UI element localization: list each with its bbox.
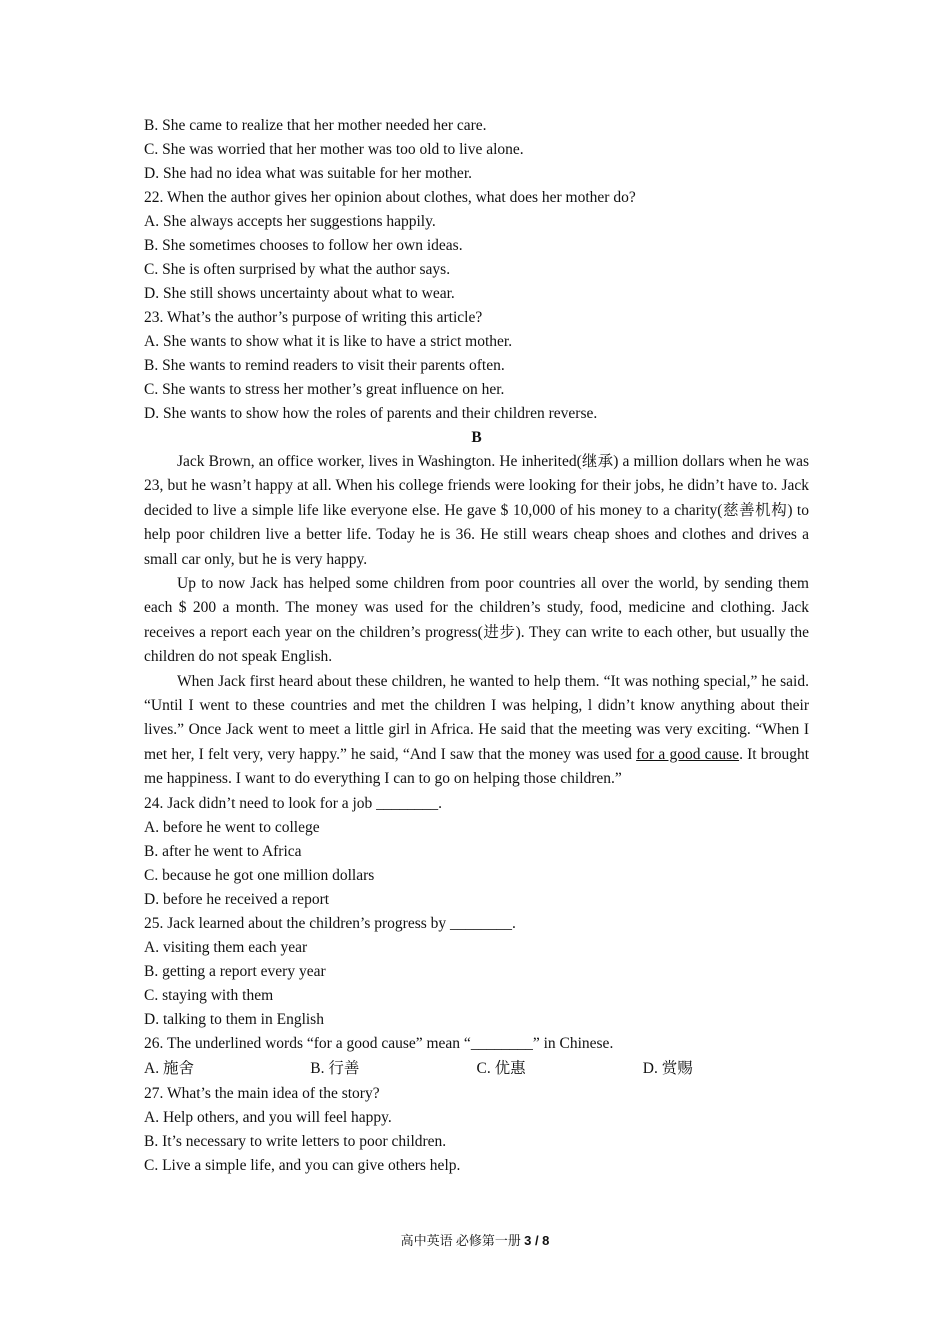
option-line: A. She always accepts her suggestions happily.: [144, 213, 436, 230]
option-c: C. 优惠: [476, 1059, 526, 1077]
option-c: C. because he got one million dollars: [144, 866, 375, 884]
option-line: D. She had no idea what was suitable for her mother.: [144, 165, 472, 182]
option-b: B. It’s necessary to write letters to poor children.: [144, 1132, 447, 1150]
underlined-phrase: for a good cause: [636, 745, 740, 763]
option-line: C. She wants to stress her mother’s great influence on her.: [144, 381, 505, 398]
paragraph-text: When Jack first heard about these children, he wanted to help them. “It was nothing special,” he said. “Until I went to these countries and met the children I was helping, l didn’t know anything about their lives.” Once Jack went to meet a little girl in Africa. He said that the meeting was very exciting. “When I met her, I felt very, very happy.” he said, “And I saw that the money was used: [144, 672, 809, 763]
option-c: C. Live a simple life, and you can give others help.: [144, 1156, 461, 1174]
option-line: C. She was worried that her mother was too old to live alone.: [144, 141, 524, 158]
option-b: B. 行善: [310, 1059, 360, 1077]
page-footer: [0, 1230, 950, 1249]
option-a: A. Help others, and you will feel happy.: [144, 1108, 392, 1126]
passage-paragraph-1: Jack Brown, an office worker, lives in Washington. He inherited(继承) a million dollars when he was 23, but he wasn’t happy at all. When his college friends were looking for their jobs, he didn’t have to. Jack decided to live a simple life like everyone else. He gave $ 10,000 of his money to a charity(慈善机构) to help poor children live a better life. Today he is 36. He still wears cheap shoes and clothes and drives a small car only, but he is very happy.: [144, 453, 809, 568]
option-b: B. after he went to Africa: [144, 842, 302, 860]
question-stem-23: 23. What’s the author’s purpose of writing this article?: [144, 309, 483, 326]
option-a: A. before he went to college: [144, 818, 320, 836]
option-line: D. She wants to show how the roles of parents and their children reverse.: [144, 405, 598, 422]
question-27: [144, 1082, 809, 1178]
option-line: A. She wants to show what it is like to have a strict mother.: [144, 333, 513, 350]
question-26: [144, 1032, 809, 1082]
option-d: D. talking to them in English: [144, 1010, 324, 1028]
option-a: A. visiting them each year: [144, 938, 308, 956]
paragraph-text: . It brought me happiness. I want to do everything I can to go on helping those children.”: [144, 745, 810, 788]
option-line: D. She still shows uncertainty about what to wear.: [144, 285, 455, 302]
footer-course: 高中英语 必修第一册: [400, 1233, 525, 1248]
previous-questions: [144, 114, 809, 426]
question-stem: 24. Jack didn’t need to look for a job ________.: [144, 794, 443, 812]
question-stem: 25. Jack learned about the children’s progress by ________.: [144, 914, 516, 932]
section-heading: B: [471, 429, 482, 446]
question-25: [144, 912, 809, 1032]
passage-paragraph-3: [144, 670, 809, 792]
passage-paragraph-2: Up to now Jack has helped some children from poor countries all over the world, by sending them each $ 200 a month. The money was used for the children’s study, food, medicine and clothing. Jack receives a report each year on the children’s progress(进步). They can write to each other, but usually the children do not speak English.: [144, 575, 809, 666]
option-line: C. She is often surprised by what the author says.: [144, 261, 451, 278]
option-d: D. before he received a report: [144, 890, 330, 908]
option-a: A. 施舍: [144, 1059, 194, 1077]
option-c: C. staying with them: [144, 986, 274, 1004]
question-stem: 27. What’s the main idea of the story?: [144, 1084, 380, 1102]
document-page: [144, 114, 809, 1178]
option-line: B. She sometimes chooses to follow her own ideas.: [144, 237, 463, 254]
option-line: B. She wants to remind readers to visit their parents often.: [144, 357, 505, 374]
question-stem: 26. The underlined words “for a good cause” mean “________” in Chinese.: [144, 1034, 614, 1052]
question-24: [144, 792, 809, 912]
option-line: B. She came to realize that her mother needed her care.: [144, 117, 487, 134]
option-d: D. 赏赐: [642, 1059, 693, 1077]
options-row: [144, 1056, 809, 1082]
option-b: B. getting a report every year: [144, 962, 326, 980]
question-stem-22: 22. When the author gives her opinion about clothes, what does her mother do?: [144, 189, 636, 206]
page-number: 3 / 8: [524, 1233, 550, 1248]
